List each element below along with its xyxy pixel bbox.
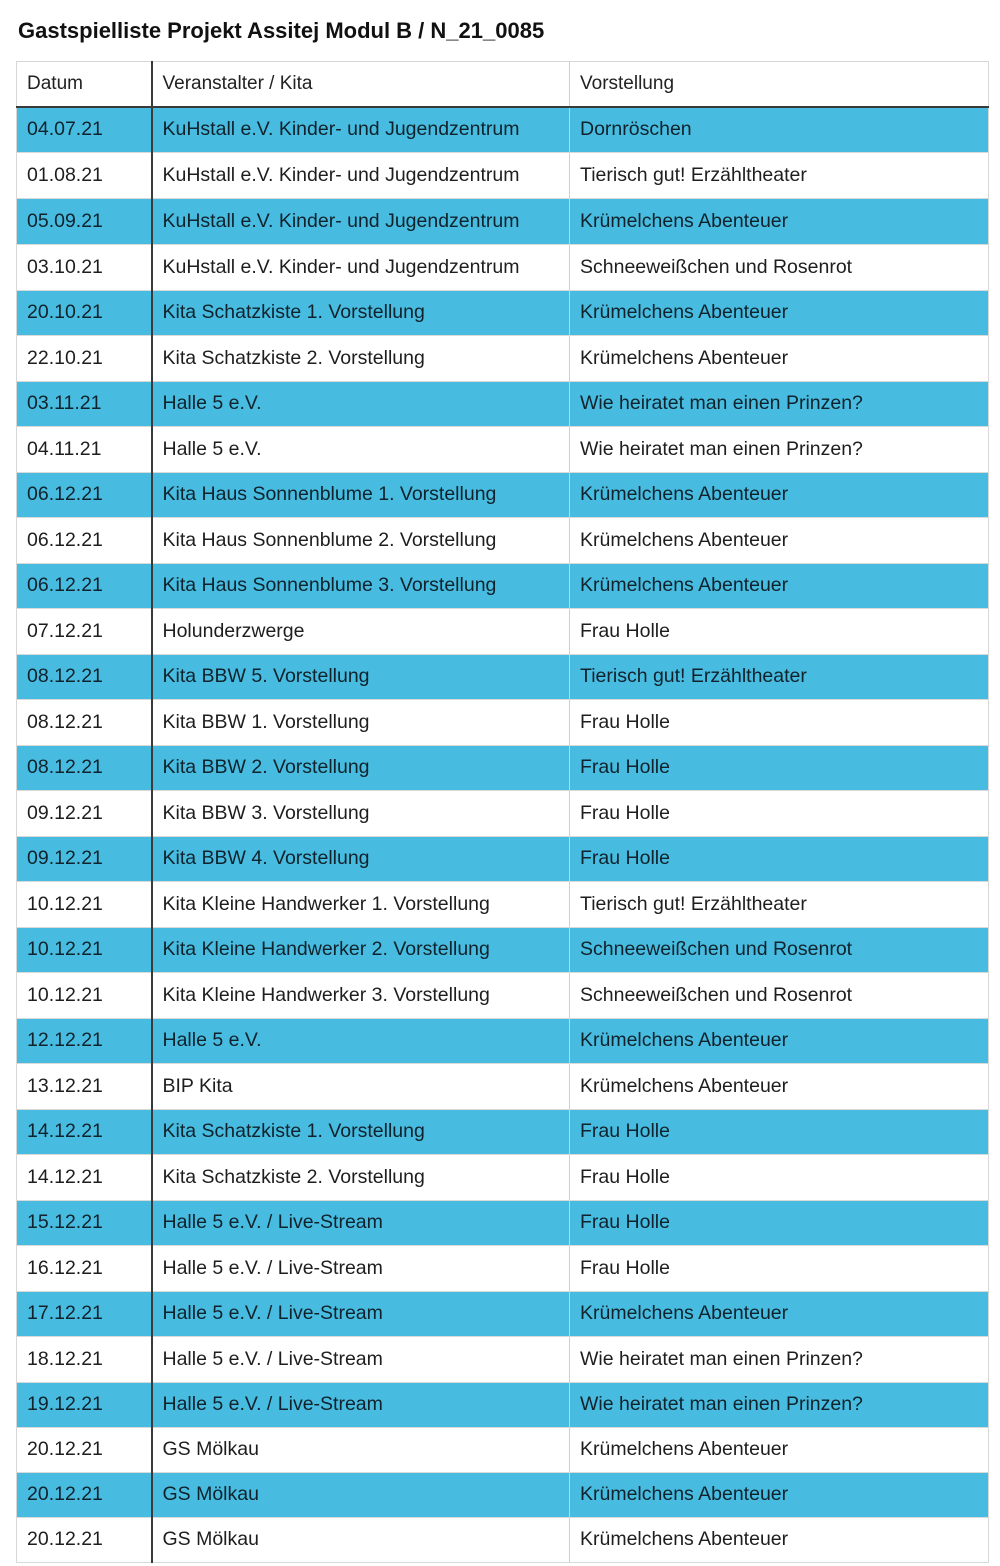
cell-date: 16.12.21 — [17, 1245, 152, 1291]
cell-date: 20.12.21 — [17, 1427, 152, 1472]
table-row — [17, 745, 989, 790]
cell-organizer: Kita Kleine Handwerker 3. Vorstellung — [152, 972, 570, 1018]
cell-performance: Wie heiratet man einen Prinzen? — [570, 1336, 989, 1382]
table-header — [17, 62, 989, 108]
cell-date: 08.12.21 — [17, 654, 152, 699]
cell-date: 19.12.21 — [17, 1382, 152, 1427]
cell-organizer: Kita Haus Sonnenblume 1. Vorstellung — [152, 472, 570, 517]
cell-performance: Krümelchens Abenteuer — [570, 335, 989, 381]
column-header-organizer: Veranstalter / Kita — [152, 62, 570, 108]
table-row — [17, 972, 989, 1018]
column-header-date: Datum — [17, 62, 152, 108]
cell-performance: Krümelchens Abenteuer — [570, 563, 989, 608]
cell-date: 01.08.21 — [17, 152, 152, 198]
cell-performance: Frau Holle — [570, 1200, 989, 1245]
cell-performance: Wie heiratet man einen Prinzen? — [570, 426, 989, 472]
performance-table-container — [16, 61, 988, 1563]
cell-date: 06.12.21 — [17, 563, 152, 608]
cell-performance: Krümelchens Abenteuer — [570, 1427, 989, 1472]
cell-organizer: Halle 5 e.V. / Live-Stream — [152, 1245, 570, 1291]
cell-performance: Dornröschen — [570, 107, 989, 152]
table-row — [17, 335, 989, 381]
table-row — [17, 836, 989, 881]
cell-organizer: Holunderzwerge — [152, 608, 570, 654]
cell-performance: Wie heiratet man einen Prinzen? — [570, 381, 989, 426]
cell-organizer: Kita Kleine Handwerker 1. Vorstellung — [152, 881, 570, 927]
table-row — [17, 608, 989, 654]
table-row — [17, 1154, 989, 1200]
table-row — [17, 1427, 989, 1472]
cell-date: 14.12.21 — [17, 1154, 152, 1200]
cell-date: 03.11.21 — [17, 381, 152, 426]
cell-date: 05.09.21 — [17, 198, 152, 244]
cell-organizer: KuHstall e.V. Kinder- und Jugendzentrum — [152, 152, 570, 198]
cell-date: 22.10.21 — [17, 335, 152, 381]
cell-organizer: Kita Schatzkiste 2. Vorstellung — [152, 335, 570, 381]
cell-performance: Tierisch gut! Erzähltheater — [570, 654, 989, 699]
table-row — [17, 1336, 989, 1382]
cell-date: 14.12.21 — [17, 1109, 152, 1154]
table-row — [17, 1291, 989, 1336]
cell-organizer: Kita BBW 1. Vorstellung — [152, 699, 570, 745]
table-header-row — [17, 62, 989, 108]
cell-organizer: Kita BBW 2. Vorstellung — [152, 745, 570, 790]
table-row — [17, 927, 989, 972]
cell-date: 10.12.21 — [17, 927, 152, 972]
cell-organizer: Halle 5 e.V. / Live-Stream — [152, 1200, 570, 1245]
table-row — [17, 290, 989, 335]
cell-organizer: Kita BBW 5. Vorstellung — [152, 654, 570, 699]
cell-performance: Wie heiratet man einen Prinzen? — [570, 1382, 989, 1427]
table-row — [17, 1018, 989, 1063]
cell-date: 12.12.21 — [17, 1018, 152, 1063]
cell-organizer: Kita Kleine Handwerker 2. Vorstellung — [152, 927, 570, 972]
cell-organizer: KuHstall e.V. Kinder- und Jugendzentrum — [152, 244, 570, 290]
cell-organizer: Halle 5 e.V. — [152, 381, 570, 426]
cell-date: 09.12.21 — [17, 836, 152, 881]
table-row — [17, 1382, 989, 1427]
table-row — [17, 426, 989, 472]
table-row — [17, 198, 989, 244]
cell-organizer: Halle 5 e.V. — [152, 1018, 570, 1063]
table-row — [17, 152, 989, 198]
cell-performance: Krümelchens Abenteuer — [570, 1472, 989, 1517]
cell-organizer: Kita Haus Sonnenblume 2. Vorstellung — [152, 517, 570, 563]
page-title: Gastspielliste Projekt Assitej Modul B / N_21_0085 — [18, 18, 545, 43]
cell-performance: Krümelchens Abenteuer — [570, 1291, 989, 1336]
cell-performance: Frau Holle — [570, 836, 989, 881]
cell-performance: Frau Holle — [570, 745, 989, 790]
cell-performance: Schneeweißchen und Rosenrot — [570, 927, 989, 972]
cell-organizer: Kita Schatzkiste 2. Vorstellung — [152, 1154, 570, 1200]
table-row — [17, 381, 989, 426]
cell-organizer: BIP Kita — [152, 1063, 570, 1109]
cell-date: 20.12.21 — [17, 1472, 152, 1517]
cell-performance: Krümelchens Abenteuer — [570, 290, 989, 335]
table-row — [17, 1063, 989, 1109]
cell-date: 04.07.21 — [17, 107, 152, 152]
table-row — [17, 790, 989, 836]
table-row — [17, 517, 989, 563]
cell-date: 20.12.21 — [17, 1517, 152, 1562]
cell-date: 10.12.21 — [17, 881, 152, 927]
cell-organizer: Kita Schatzkiste 1. Vorstellung — [152, 290, 570, 335]
cell-organizer: Halle 5 e.V. — [152, 426, 570, 472]
table-row — [17, 1517, 989, 1562]
cell-performance: Frau Holle — [570, 1154, 989, 1200]
cell-date: 06.12.21 — [17, 517, 152, 563]
cell-performance: Frau Holle — [570, 790, 989, 836]
cell-organizer: KuHstall e.V. Kinder- und Jugendzentrum — [152, 198, 570, 244]
cell-organizer: Kita Schatzkiste 1. Vorstellung — [152, 1109, 570, 1154]
cell-date: 18.12.21 — [17, 1336, 152, 1382]
cell-performance: Schneeweißchen und Rosenrot — [570, 972, 989, 1018]
performance-table — [16, 61, 989, 1563]
table-row — [17, 881, 989, 927]
cell-organizer: Kita BBW 3. Vorstellung — [152, 790, 570, 836]
cell-organizer: Halle 5 e.V. / Live-Stream — [152, 1291, 570, 1336]
table-row — [17, 1200, 989, 1245]
cell-date: 08.12.21 — [17, 745, 152, 790]
cell-performance: Krümelchens Abenteuer — [570, 1018, 989, 1063]
cell-date: 17.12.21 — [17, 1291, 152, 1336]
cell-organizer: Kita BBW 4. Vorstellung — [152, 836, 570, 881]
cell-date: 10.12.21 — [17, 972, 152, 1018]
table-row — [17, 1109, 989, 1154]
cell-performance: Schneeweißchen und Rosenrot — [570, 244, 989, 290]
cell-organizer: Kita Haus Sonnenblume 3. Vorstellung — [152, 563, 570, 608]
cell-date: 09.12.21 — [17, 790, 152, 836]
cell-organizer: GS Mölkau — [152, 1517, 570, 1562]
cell-organizer: GS Mölkau — [152, 1427, 570, 1472]
cell-performance: Frau Holle — [570, 608, 989, 654]
cell-date: 15.12.21 — [17, 1200, 152, 1245]
cell-date: 04.11.21 — [17, 426, 152, 472]
cell-performance: Krümelchens Abenteuer — [570, 1517, 989, 1562]
cell-organizer: GS Mölkau — [152, 1472, 570, 1517]
column-header-performance: Vorstellung — [570, 62, 989, 108]
cell-performance: Krümelchens Abenteuer — [570, 198, 989, 244]
table-body — [17, 107, 989, 1562]
cell-organizer: Halle 5 e.V. / Live-Stream — [152, 1336, 570, 1382]
cell-performance: Krümelchens Abenteuer — [570, 472, 989, 517]
cell-date: 08.12.21 — [17, 699, 152, 745]
cell-date: 20.10.21 — [17, 290, 152, 335]
table-row — [17, 1245, 989, 1291]
cell-date: 03.10.21 — [17, 244, 152, 290]
cell-organizer: KuHstall e.V. Kinder- und Jugendzentrum — [152, 107, 570, 152]
table-row — [17, 654, 989, 699]
table-row — [17, 107, 989, 152]
cell-performance: Frau Holle — [570, 699, 989, 745]
cell-performance: Krümelchens Abenteuer — [570, 517, 989, 563]
cell-performance: Tierisch gut! Erzähltheater — [570, 881, 989, 927]
cell-performance: Frau Holle — [570, 1109, 989, 1154]
cell-date: 07.12.21 — [17, 608, 152, 654]
table-row — [17, 699, 989, 745]
cell-performance: Tierisch gut! Erzähltheater — [570, 152, 989, 198]
table-row — [17, 244, 989, 290]
cell-organizer: Halle 5 e.V. / Live-Stream — [152, 1382, 570, 1427]
table-row — [17, 472, 989, 517]
table-row — [17, 563, 989, 608]
cell-performance: Frau Holle — [570, 1245, 989, 1291]
cell-date: 13.12.21 — [17, 1063, 152, 1109]
cell-date: 06.12.21 — [17, 472, 152, 517]
table-row — [17, 1472, 989, 1517]
cell-performance: Krümelchens Abenteuer — [570, 1063, 989, 1109]
